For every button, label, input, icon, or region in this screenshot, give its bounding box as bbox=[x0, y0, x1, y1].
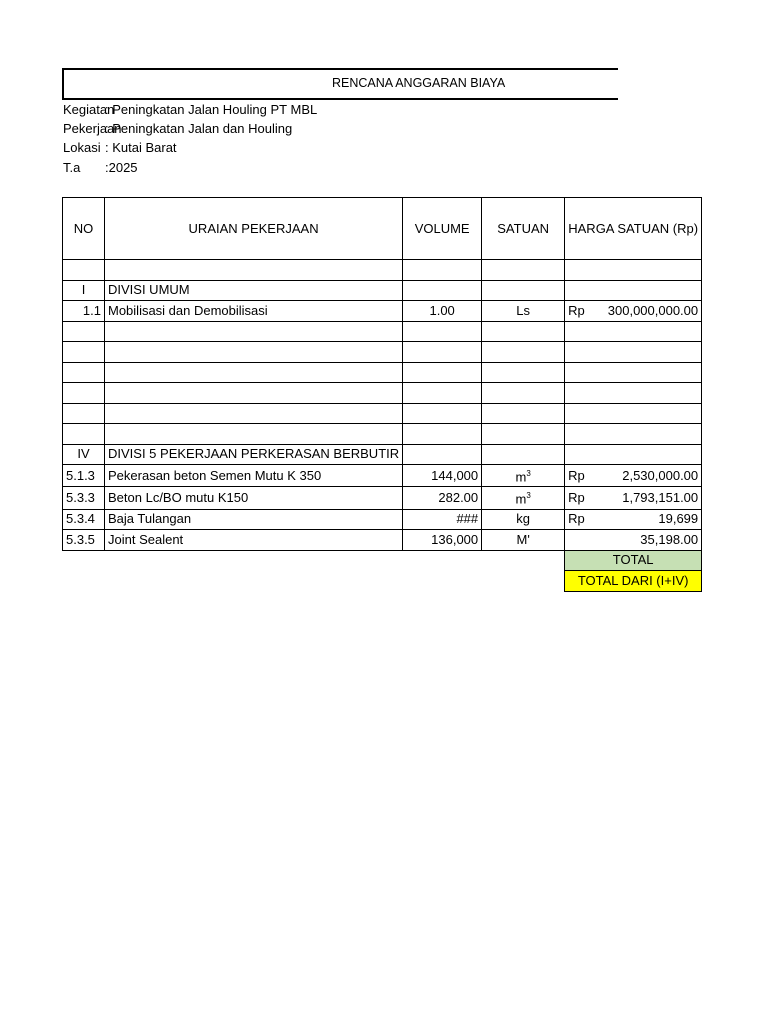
currency-label: Rp bbox=[568, 467, 585, 483]
cell-harga-satuan[interactable] bbox=[565, 530, 702, 551]
cell-satuan[interactable] bbox=[482, 362, 565, 383]
info-value: : Peningkatan Jalan dan Houling bbox=[105, 121, 293, 136]
empty-cell bbox=[403, 571, 482, 592]
info-kegiatan bbox=[63, 102, 317, 117]
cell-no[interactable] bbox=[63, 383, 105, 404]
cell-volume[interactable]: ### bbox=[403, 509, 482, 530]
cell-uraian[interactable]: Joint Sealent bbox=[105, 530, 403, 551]
cell-uraian[interactable]: Mobilisasi dan Demobilisasi bbox=[105, 301, 403, 322]
cell-no[interactable]: 1.1 bbox=[63, 301, 105, 322]
table-row bbox=[63, 383, 702, 404]
cell-no[interactable]: 5.3.4 bbox=[63, 509, 105, 530]
total-cell[interactable]: TOTAL bbox=[565, 550, 702, 571]
table-row bbox=[63, 342, 702, 363]
cell-satuan[interactable] bbox=[482, 424, 565, 445]
empty-cell bbox=[482, 550, 565, 571]
cell-no[interactable]: IV bbox=[63, 444, 105, 465]
unit-superscript: 3 bbox=[526, 491, 531, 501]
cell-uraian[interactable] bbox=[105, 383, 403, 404]
cell-no[interactable] bbox=[63, 342, 105, 363]
currency-label: Rp bbox=[568, 302, 585, 318]
column-header-uraian: URAIAN PEKERJAAN bbox=[105, 198, 403, 260]
unit-text: M' bbox=[516, 531, 530, 547]
price-value: 1,793,151.00 bbox=[622, 489, 699, 505]
cell-satuan[interactable] bbox=[482, 444, 565, 465]
cell-satuan[interactable] bbox=[482, 260, 565, 281]
cell-harga-satuan[interactable] bbox=[565, 487, 702, 509]
cell-no[interactable] bbox=[63, 321, 105, 342]
info-lokasi bbox=[63, 140, 177, 155]
cell-harga-satuan[interactable] bbox=[565, 280, 702, 301]
budget-table bbox=[62, 197, 702, 592]
cell-harga-satuan[interactable] bbox=[565, 301, 702, 322]
cell-volume[interactable] bbox=[403, 260, 482, 281]
cell-harga-satuan[interactable] bbox=[565, 509, 702, 530]
table-row bbox=[63, 301, 702, 322]
cell-uraian[interactable]: DIVISI UMUM bbox=[105, 280, 403, 301]
empty-cell bbox=[63, 550, 105, 571]
table-row bbox=[63, 465, 702, 487]
cell-no[interactable]: 5.3.5 bbox=[63, 530, 105, 551]
table-row bbox=[63, 424, 702, 445]
currency-label: Rp bbox=[568, 511, 585, 527]
cell-no[interactable] bbox=[63, 403, 105, 424]
cell-harga-satuan[interactable] bbox=[565, 321, 702, 342]
empty-cell bbox=[482, 571, 565, 592]
info-value: : Kutai Barat bbox=[105, 140, 177, 155]
table-row bbox=[63, 530, 702, 551]
table-row bbox=[63, 280, 702, 301]
cell-harga-satuan[interactable] bbox=[565, 403, 702, 424]
cell-no[interactable]: I bbox=[63, 280, 105, 301]
column-header-satuan: SATUAN bbox=[482, 198, 565, 260]
column-header-no: NO bbox=[63, 198, 105, 260]
cell-volume[interactable]: 136,000 bbox=[403, 530, 482, 551]
cell-uraian[interactable]: Beton Lc/BO mutu K150 bbox=[105, 487, 403, 509]
info-label: Kegiatan bbox=[63, 102, 115, 117]
cell-uraian[interactable] bbox=[105, 342, 403, 363]
table-row bbox=[63, 321, 702, 342]
unit-text: Ls bbox=[516, 302, 530, 318]
table-row bbox=[63, 509, 702, 530]
table-row bbox=[63, 487, 702, 509]
info-label: T.a bbox=[63, 160, 81, 175]
cell-volume[interactable] bbox=[403, 342, 482, 363]
unit-text: m bbox=[515, 469, 527, 485]
cell-no[interactable] bbox=[63, 362, 105, 383]
cell-volume[interactable] bbox=[403, 403, 482, 424]
cell-no[interactable]: 5.1.3 bbox=[63, 465, 105, 487]
empty-cell bbox=[403, 550, 482, 571]
price-value: 300,000,000.00 bbox=[607, 302, 699, 318]
column-header-harga-satuan: HARGA SATUAN (Rp) bbox=[565, 198, 702, 260]
cell-volume[interactable] bbox=[403, 280, 482, 301]
cell-satuan[interactable] bbox=[482, 342, 565, 363]
cell-harga-satuan[interactable] bbox=[565, 342, 702, 363]
cell-volume[interactable] bbox=[403, 362, 482, 383]
cell-uraian[interactable]: DIVISI 5 PEKERJAAN PERKERASAN BERBUTIR bbox=[105, 444, 403, 465]
cell-volume[interactable]: 1.00 bbox=[403, 301, 482, 322]
info-value: : Peningkatan Jalan Houling PT MBL bbox=[105, 102, 318, 117]
cell-volume[interactable] bbox=[403, 444, 482, 465]
table-row bbox=[63, 260, 702, 281]
table-row bbox=[63, 403, 702, 424]
document-title: RENCANA ANGGARAN BIAYA bbox=[332, 76, 506, 90]
price-value: 19,699 bbox=[658, 511, 699, 527]
info-pekerjaan bbox=[63, 121, 292, 136]
cell-no[interactable]: 5.3.3 bbox=[63, 487, 105, 509]
cell-satuan[interactable] bbox=[482, 465, 565, 487]
info-label: Pekerjaan bbox=[63, 121, 122, 136]
empty-cell bbox=[105, 571, 403, 592]
cell-satuan[interactable] bbox=[482, 487, 565, 509]
table-row bbox=[63, 362, 702, 383]
cell-volume[interactable]: 144,000 bbox=[403, 465, 482, 487]
cell-satuan[interactable] bbox=[482, 530, 565, 551]
info-tahun bbox=[63, 160, 138, 175]
price-value: 35,198.00 bbox=[640, 531, 699, 547]
grand-total-row bbox=[63, 571, 702, 592]
empty-cell bbox=[63, 571, 105, 592]
cell-no[interactable] bbox=[63, 260, 105, 281]
cell-satuan[interactable] bbox=[482, 280, 565, 301]
cell-uraian[interactable] bbox=[105, 260, 403, 281]
cell-satuan[interactable] bbox=[482, 321, 565, 342]
price-value: 2,530,000.00 bbox=[622, 467, 699, 483]
cell-volume[interactable]: 282.00 bbox=[403, 487, 482, 509]
table-row bbox=[63, 444, 702, 465]
cell-uraian[interactable]: Baja Tulangan bbox=[105, 509, 403, 530]
cell-no[interactable] bbox=[63, 424, 105, 445]
unit-superscript: 3 bbox=[526, 469, 531, 478]
cell-uraian[interactable] bbox=[105, 403, 403, 424]
cell-satuan[interactable] bbox=[482, 403, 565, 424]
cell-harga-satuan[interactable] bbox=[565, 260, 702, 281]
cell-satuan[interactable] bbox=[482, 509, 565, 530]
total-row bbox=[63, 550, 702, 571]
cell-harga-satuan[interactable] bbox=[565, 362, 702, 383]
cell-volume[interactable] bbox=[403, 383, 482, 404]
cell-harga-satuan[interactable] bbox=[565, 383, 702, 404]
cell-satuan[interactable] bbox=[482, 383, 565, 404]
info-label: Lokasi bbox=[63, 140, 101, 155]
cell-satuan[interactable] bbox=[482, 301, 565, 322]
info-value: :2025 bbox=[105, 160, 138, 175]
cell-uraian[interactable] bbox=[105, 321, 403, 342]
unit-text: kg bbox=[516, 511, 530, 527]
cell-harga-satuan[interactable] bbox=[565, 444, 702, 465]
cell-volume[interactable] bbox=[403, 424, 482, 445]
empty-cell bbox=[105, 550, 403, 571]
cell-uraian[interactable]: Pekerasan beton Semen Mutu K 350 bbox=[105, 465, 403, 487]
cell-uraian[interactable] bbox=[105, 362, 403, 383]
cell-uraian[interactable] bbox=[105, 424, 403, 445]
cell-volume[interactable] bbox=[403, 321, 482, 342]
unit-text: m bbox=[515, 491, 527, 507]
cell-harga-satuan[interactable] bbox=[565, 424, 702, 445]
column-header-volume: VOLUME bbox=[403, 198, 482, 260]
grand-total-cell[interactable]: TOTAL DARI (I+IV) bbox=[565, 571, 702, 592]
cell-harga-satuan[interactable] bbox=[565, 465, 702, 487]
currency-label: Rp bbox=[568, 489, 585, 505]
